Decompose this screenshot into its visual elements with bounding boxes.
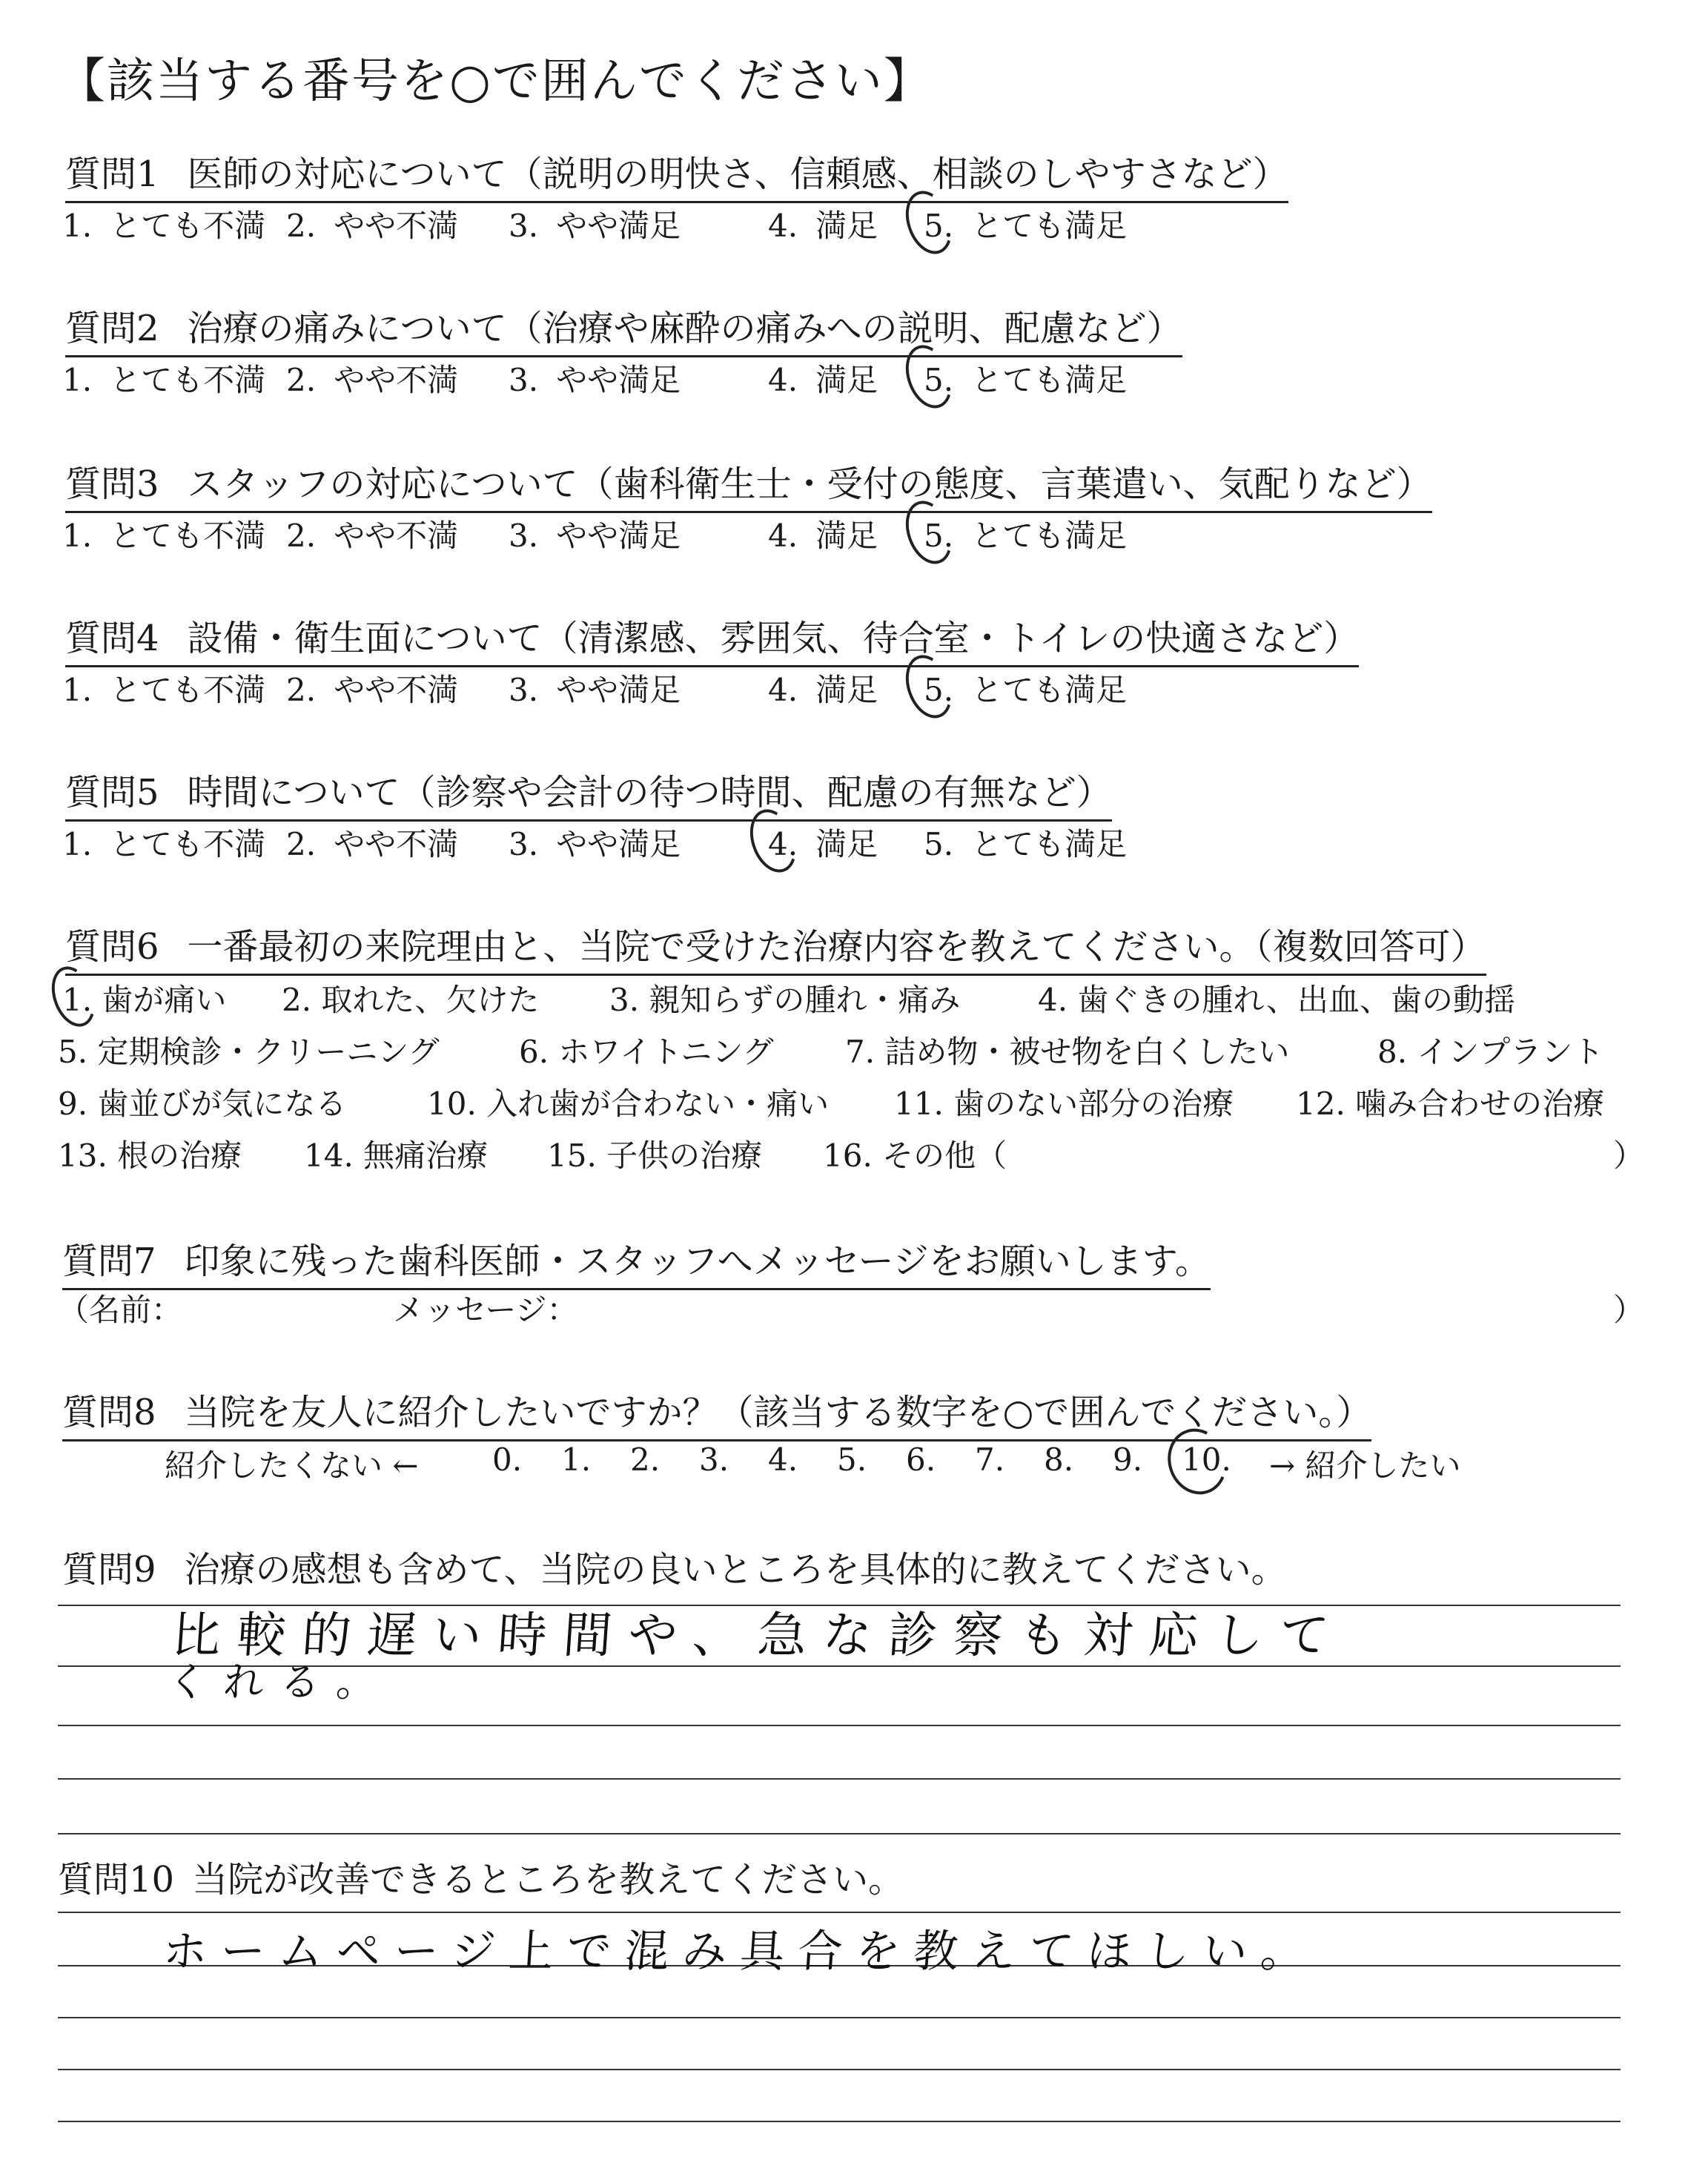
question-6-option-11[interactable]: 11. 歯のない部分の治療 [894,1086,1234,1122]
option-label: とても満足 [971,362,1128,398]
option-number: 2. [286,208,317,244]
question-6-text: 一番最初の来院理由と、当院で受けた治療内容を教えてください。（複数回答可） [187,926,1486,968]
option-label: とても満足 [971,518,1128,554]
question-7-message-label: メッセージ： [393,1292,578,1328]
question-10-title [58,1851,904,1906]
question-2-title [65,300,1182,357]
option-label: やや不満 [334,518,459,554]
option-number: 1. [62,672,93,708]
question-10-text: 当院が改善できるところを教えてください。 [192,1859,904,1900]
question-4-option-4[interactable] [768,666,878,710]
question-9-label: 質問9 [62,1549,156,1591]
option-label: とても満足 [971,208,1128,244]
question-8-scale-2[interactable]: 2. [630,1441,661,1478]
question-2-option-2[interactable] [286,356,458,400]
question-8-scale-0[interactable]: 0. [492,1441,523,1478]
answer-line [58,2017,1621,2018]
question-3-option-2[interactable] [286,512,458,556]
question-10-answer-line-1: ホームページ上で混み具合を教えてほしい。 [161,1926,1320,1978]
answer-line [58,1725,1621,1726]
option-number: 3. [509,672,539,708]
option-number: 2. [286,518,317,554]
option-number: 5. [924,518,954,554]
option-label: やや不満 [334,672,459,708]
question-8-scale-8[interactable]: 8. [1044,1441,1074,1478]
question-8-title [62,1384,1371,1441]
option-number: 1. [62,208,93,244]
question-5-option-2[interactable] [286,820,458,865]
option-label: とても不満 [110,208,266,244]
question-8-scale-6[interactable]: 6. [906,1441,936,1478]
question-8-scale-9[interactable]: 9. [1113,1441,1143,1478]
question-7-text: 印象に残った歯科医師・スタッフへメッセージをお願いします。 [184,1241,1211,1282]
option-number: 4. [768,518,798,554]
option-number: 2. [286,362,317,398]
question-8-text: 当院を友人に紹介したいですか？（該当する数字を○で囲んでください。） [184,1392,1372,1433]
question-6-close-paren: ） [1613,1137,1645,1174]
option-label: とても不満 [110,826,266,862]
answer-line [58,1833,1621,1834]
question-8-label: 質問8 [62,1392,156,1433]
option-number: 5. [924,826,954,862]
option-label: やや満足 [556,672,681,708]
question-6-option-12[interactable]: 12. 噛み合わせの治療 [1296,1086,1605,1122]
question-9-title [62,1541,1287,1596]
page-title: 【該当する番号を○で囲んでください】 [58,54,933,109]
option-number: 4. [768,362,798,398]
question-4-title [65,610,1359,667]
question-3-title [65,455,1432,513]
question-9-answer-line-1: 比較的遅い時間や、急な診察も対応して [169,1607,1347,1664]
question-3-text: スタッフの対応について（歯科衛生士・受付の態度、言葉遣い、気配りなど） [187,463,1432,505]
option-number: 4. [768,826,798,862]
question-7-title [62,1232,1211,1290]
question-1-option-1[interactable] [62,202,265,246]
question-1-option-2[interactable] [286,202,458,246]
option-number: 1. [62,362,93,398]
question-8-left-label: 紹介したくない ← [165,1447,419,1484]
question-3-option-5[interactable] [924,512,1127,556]
question-9-answer-line-2: くれる。 [165,1659,394,1705]
question-6-option-3[interactable]: 3. 親知らずの腫れ・痛み [609,982,961,1018]
question-4-option-1[interactable] [62,666,265,710]
question-1-title [65,145,1288,203]
question-2-option-4[interactable] [768,356,878,400]
option-label: 満足 [815,208,878,244]
option-label: やや不満 [334,362,459,398]
question-8-scale-5[interactable]: 5. [837,1441,867,1478]
option-number: 3. [509,518,539,554]
question-4-option-2[interactable] [286,666,458,710]
question-6-label: 質問6 [65,926,159,968]
question-1-text: 医師の対応について（説明の明快さ、信頼感、相談のしやすさなど） [187,153,1288,195]
option-label: やや満足 [556,518,681,554]
question-6-option-1[interactable]: 1. 歯が痛い [62,976,226,1020]
question-7-label: 質問7 [62,1241,156,1282]
option-label: やや満足 [556,826,681,862]
question-6-option-2[interactable]: 2. 取れた、欠けた [282,982,540,1018]
option-number: 4. [768,672,798,708]
question-9-text: 治療の感想も含めて、当院の良いところを具体的に教えてください。 [184,1549,1287,1591]
question-5-text: 時間について（診察や会計の待つ時間、配慮の有無など） [187,772,1112,813]
question-6-option-5[interactable]: 5. 定期検診・クリーニング [58,1034,440,1070]
question-7-name-label: （名前： [58,1292,183,1328]
question-1-label: 質問1 [65,153,159,195]
option-label: 満足 [815,672,878,708]
question-6-option-13[interactable]: 13. 根の治療 [58,1137,242,1174]
question-4-option-3[interactable] [509,666,681,710]
option-label: とても不満 [110,672,266,708]
question-2-option-3[interactable] [509,356,681,400]
question-6-option-6[interactable]: 6. ホワイトニング [519,1034,774,1070]
answer-line [58,1912,1621,1913]
option-number: 3. [509,826,539,862]
question-3-option-4[interactable] [768,512,878,556]
option-label: 満足 [815,518,878,554]
question-5-option-1[interactable] [62,820,265,865]
question-4-option-5[interactable] [924,666,1127,710]
option-label: とても不満 [110,518,266,554]
question-6-option-4[interactable]: 4. 歯ぐきの腫れ、出血、歯の動揺 [1038,982,1515,1018]
option-number: 4. [768,208,798,244]
question-7-close-paren: ） [1613,1292,1645,1328]
question-1-option-3[interactable] [509,202,681,246]
question-5-option-5[interactable] [924,820,1127,865]
option-number: 5. [924,362,954,398]
option-number: 1. [62,826,93,862]
question-6-option-8[interactable]: 8. インプラント [1377,1034,1604,1070]
question-2-label: 質問2 [65,308,159,349]
option-label: やや不満 [334,826,459,862]
question-6-title [65,918,1486,976]
question-5-option-4[interactable] [768,820,878,865]
question-3-option-3[interactable] [509,512,681,556]
question-1-option-4[interactable] [768,202,878,246]
question-6-option-16[interactable]: 16. その他（ [823,1137,1007,1174]
question-2-option-5[interactable] [924,356,1127,400]
question-8-scale-1[interactable]: 1. [561,1441,592,1478]
option-number: 1. [62,518,93,554]
question-8-scale-3[interactable]: 3. [699,1441,729,1478]
option-number: 3. [509,362,539,398]
question-1-option-5[interactable] [924,202,1127,246]
question-8-scale-4[interactable]: 4. [768,1441,798,1478]
answer-line [58,2121,1621,2122]
question-4-text: 設備・衛生面について（清潔感、雰囲気、待合室・トイレの快適さなど） [187,618,1360,659]
question-10-label: 質問10 [58,1859,175,1900]
option-label: やや不満 [334,208,459,244]
question-5-option-3[interactable] [509,820,681,865]
option-label: 満足 [815,362,878,398]
question-8-scale-7[interactable]: 7. [975,1441,1005,1478]
option-label: 満足 [815,826,878,862]
answer-line [58,1778,1621,1780]
option-label: とても不満 [110,362,266,398]
option-number: 2. [286,826,317,862]
option-number: 5. [924,672,954,708]
option-label: やや満足 [556,362,681,398]
question-6-option-7[interactable]: 7. 詰め物・被せ物を白くしたい [845,1034,1290,1070]
question-6-option-9[interactable]: 9. 歯並びが気になる [58,1086,347,1122]
question-3-option-1[interactable] [62,512,265,556]
question-5-label: 質問5 [65,772,159,813]
question-3-label: 質問3 [65,463,159,505]
option-number: 2. [286,672,317,708]
option-label: やや満足 [556,208,681,244]
option-number: 5. [924,208,954,244]
question-6-option-10[interactable]: 10. 入れ歯が合わない・痛い [427,1086,830,1122]
question-2-text: 治療の痛みについて（治療や麻酔の痛みへの説明、配慮など） [187,308,1182,349]
question-6-option-15[interactable]: 15. 子供の治療 [547,1137,763,1174]
option-label: とても満足 [971,672,1128,708]
question-8-right-label: → 紹介したい [1269,1447,1461,1484]
option-number: 3. [509,208,539,244]
question-4-label: 質問4 [65,618,159,659]
question-2-option-1[interactable] [62,356,265,400]
answer-line [58,2069,1621,2070]
question-5-title [65,764,1112,822]
option-label: とても満足 [971,826,1128,862]
question-6-option-14[interactable]: 14. 無痛治療 [304,1137,489,1174]
question-8-scale-10[interactable]: 10. [1182,1441,1231,1478]
